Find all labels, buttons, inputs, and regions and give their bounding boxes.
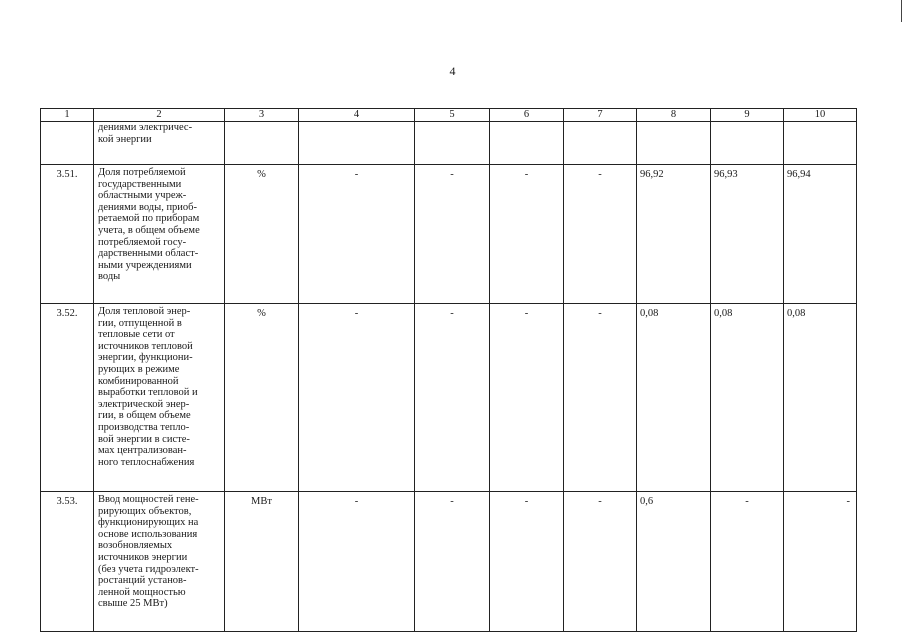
indicator-name-line: выработки тепловой и: [98, 387, 198, 399]
value-cell-9: [711, 122, 784, 165]
indicator-name-line: основе использования: [98, 528, 198, 540]
indicator-name-line: (без учета гидроэлект-: [98, 563, 199, 575]
value-cell-7: -: [564, 304, 637, 492]
row-number-cell: [41, 122, 94, 165]
indicator-name-line: гии, в общем объеме: [98, 410, 191, 422]
indicator-name-line: государственными: [98, 178, 182, 190]
indicator-name-line: Доля тепловой энер-: [98, 306, 191, 317]
value-cell-4: -: [299, 304, 415, 492]
indicator-name-line: мах централизован-: [98, 445, 187, 457]
value-cell-7: -: [564, 165, 637, 304]
value-cell-8: 96,92: [637, 165, 711, 304]
unit-cell: %: [225, 304, 299, 492]
value-cell-10: [784, 122, 857, 165]
unit-cell: [225, 122, 299, 165]
value-cell-5: -: [415, 304, 490, 492]
header-cell-2: 2: [94, 109, 225, 122]
value-cell-6: -: [490, 165, 564, 304]
value-cell-6: -: [490, 492, 564, 632]
indicator-name-line: гии, отпущенной в: [98, 317, 182, 329]
indicator-name-line: вой энергии в систе-: [98, 433, 190, 445]
value-cell-4: -: [299, 492, 415, 632]
header-cell-3: 3: [225, 109, 299, 122]
indicator-name-line: воды: [98, 271, 121, 283]
indicator-name-line: функционирующих на: [98, 517, 199, 529]
indicator-name-line: свыше 25 МВт): [98, 598, 168, 610]
row-number-cell: 3.51.: [41, 165, 94, 304]
indicators-table: [40, 108, 857, 632]
value-cell-10: 96,94: [784, 165, 857, 304]
indicator-name-cell: [94, 304, 225, 492]
value-cell-10: -: [784, 492, 857, 632]
unit-cell: %: [225, 165, 299, 304]
value-cell-4: [299, 122, 415, 165]
indicator-name-line: областными учреж-: [98, 190, 187, 202]
indicator-name-line: ростанций установ-: [98, 575, 187, 587]
value-cell-8: 0,08: [637, 304, 711, 492]
row-number-cell: 3.52.: [41, 304, 94, 492]
indicator-name-line: ретаемой по приборам: [98, 213, 200, 225]
value-cell-6: -: [490, 304, 564, 492]
value-cell-5: -: [415, 492, 490, 632]
page-edge-mark: [901, 0, 902, 22]
indicator-name-line: тепловые сети от: [98, 329, 175, 341]
value-cell-9: -: [711, 492, 784, 632]
header-cell-1: 1: [41, 109, 94, 122]
header-cell-6: 6: [490, 109, 564, 122]
value-cell-7: -: [564, 492, 637, 632]
header-cell-7: 7: [564, 109, 637, 122]
value-cell-8: 0,6: [637, 492, 711, 632]
indicator-name-line: дениями электричес-: [98, 122, 193, 133]
header-cell-4: 4: [299, 109, 415, 122]
indicator-name-line: кой энергии: [98, 133, 152, 145]
indicator-name-line: комбинированной: [98, 375, 179, 387]
value-cell-7: [564, 122, 637, 165]
indicator-name-line: электрической энер-: [98, 398, 190, 410]
indicator-name-line: энергии, функциони-: [98, 352, 193, 364]
page-number: 4: [449, 64, 456, 78]
indicator-name-line: дениями воды, приоб-: [98, 201, 198, 213]
row-number-cell: 3.53.: [41, 492, 94, 632]
header-cell-10: 10: [784, 109, 857, 122]
indicator-name-line: источников тепловой: [98, 340, 193, 352]
value-cell-9: 96,93: [711, 165, 784, 304]
table-row-3-51: [41, 165, 857, 304]
value-cell-5: [415, 122, 490, 165]
value-cell-10: 0,08: [784, 304, 857, 492]
indicator-name-line: производства тепло-: [98, 421, 190, 433]
indicator-name-cell: [94, 122, 225, 165]
value-cell-4: -: [299, 165, 415, 304]
table-row-3-53: [41, 492, 857, 632]
header-cell-5: 5: [415, 109, 490, 122]
unit-cell: МВт: [225, 492, 299, 632]
indicator-name-line: ленной мощностью: [98, 586, 186, 598]
indicator-name-cell: [94, 492, 225, 632]
indicator-name-cell: [94, 165, 225, 304]
indicator-name-line: источников энергии: [98, 551, 188, 563]
table-row-3-52: [41, 304, 857, 492]
indicator-name-line: Доля потребляемой: [98, 167, 186, 178]
value-cell-8: [637, 122, 711, 165]
table-row-continuation: [41, 122, 857, 165]
table-header-row: [41, 109, 857, 122]
indicator-name-line: ного теплоснабжения: [98, 456, 195, 468]
header-cell-8: 8: [637, 109, 711, 122]
header-cell-9: 9: [711, 109, 784, 122]
indicator-name-line: рирующих объектов,: [98, 505, 192, 517]
value-cell-6: [490, 122, 564, 165]
value-cell-9: 0,08: [711, 304, 784, 492]
indicator-name-line: дарственными област-: [98, 248, 199, 260]
indicator-name-line: потребляемой госу-: [98, 236, 187, 248]
indicator-name-line: учета, в общем объеме: [98, 224, 200, 236]
indicator-name-line: рующих в режиме: [98, 363, 180, 375]
indicator-name-line: ными учреждениями: [98, 259, 192, 271]
indicator-name-line: Ввод мощностей гене-: [98, 494, 199, 505]
value-cell-5: -: [415, 165, 490, 304]
indicator-name-line: возобновляемых: [98, 540, 173, 552]
